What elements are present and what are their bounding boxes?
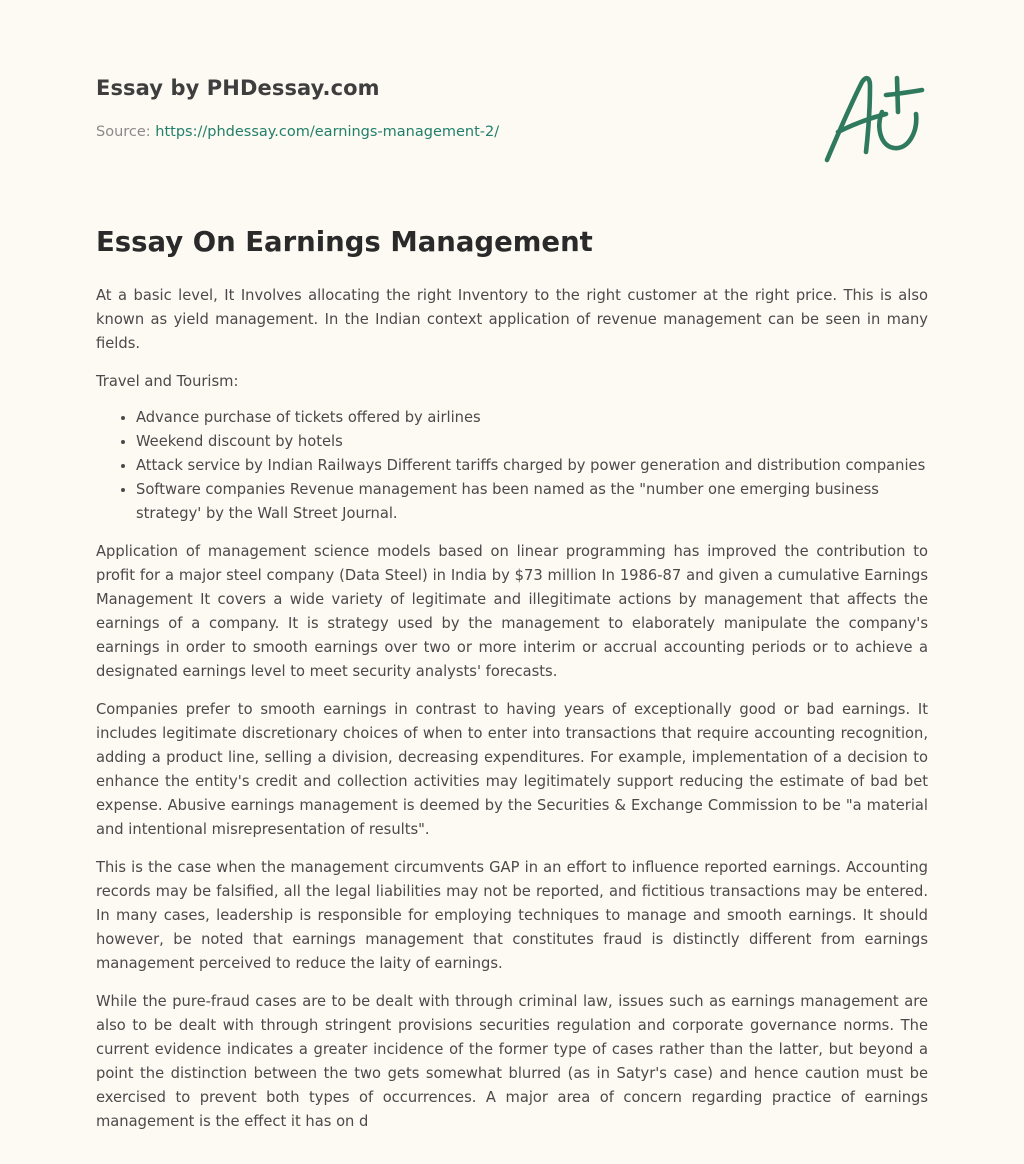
page-header xyxy=(96,76,928,186)
essay-title: Essay On Earnings Management xyxy=(96,226,593,258)
list-item: • Attack service by Indian Railways Different tariffs charged by power generation and distribution companies xyxy=(136,454,928,478)
bullet-list xyxy=(96,406,928,526)
paragraph-6: While the pure-fraud cases are to be dealt with through criminal law, issues such as earnings management are also to be dealt with through stringent provisions securities regulation and corporate governance norms. The current evidence indicates a greater incidence of the former type of cases rather than the latter, but beyond a point the distinction between the two gets somewhat blurred (as in Satyr's case) and hence caution must be exercised to prevent both types of occurrences. A major area of concern regarding practice of earnings management is the effect it has on d xyxy=(96,993,928,1130)
a-plus-logo-icon xyxy=(824,68,928,168)
list-item: • Weekend discount by hotels xyxy=(136,430,928,454)
paragraph-travel-tourism: Travel and Tourism: xyxy=(96,373,239,390)
essay-body xyxy=(96,284,928,1148)
paragraph-3: Application of management science models based on linear programming has improved the contribution to profit for a major steel company (Data Steel) in India by $73 million In 1986-87 and given a cumulative Earnings Management It covers a wide variety of legitimate and illegitimate actions by management that affects the earnings of a company. It is strategy used by the management to elaborately manipulate the company's earnings in order to smooth earnings over two or more interim or accrual accounting periods or to achieve a designated earnings level to meet security analysts' forecasts. xyxy=(96,543,928,680)
list-item: • Advance purchase of tickets offered by airlines xyxy=(136,406,928,430)
paragraph-5: This is the case when the management circumvents GAP in an effort to influence reported earnings. Accounting records may be falsified, all the legal liabilities may not be reported, and fictitious transactions may be entered. In many cases, leadership is responsible for employing techniques to manage and smooth earnings. It should however, be noted that earnings management that constitutes fraud is distinctly different from earnings management perceived to reduce the laity of earnings. xyxy=(96,859,928,972)
source-line xyxy=(96,124,499,140)
source-link[interactable]: https://phdessay.com/earnings-management-2/ xyxy=(155,124,500,140)
list-item: • Software companies Revenue management has been named as the "number one emerging business strategy' by the Wall Street Journal. xyxy=(136,478,928,526)
site-brand: Essay by PHDessay.com xyxy=(96,76,380,100)
paragraph-1: At a basic level, It Involves allocating the right Inventory to the right customer at the right price. This is also known as yield management. In the Indian context application of revenue management can be seen in many fields. xyxy=(96,287,928,352)
paragraph-4: Companies prefer to smooth earnings in contrast to having years of exceptionally good or bad earnings. It includes legitimate discretionary choices of when to enter into transactions that require accounting recognition, adding a product line, selling a division, decreasing expenditures. For example, implementation of a decision to enhance the entity's credit and collection activities may legitimately support reducing the estimate of bad bet expense. Abusive earnings management is deemed by the Securities & Exchange Commission to be "a material and intentional misrepresentation of results". xyxy=(96,701,928,838)
source-label: Source: xyxy=(96,124,151,140)
